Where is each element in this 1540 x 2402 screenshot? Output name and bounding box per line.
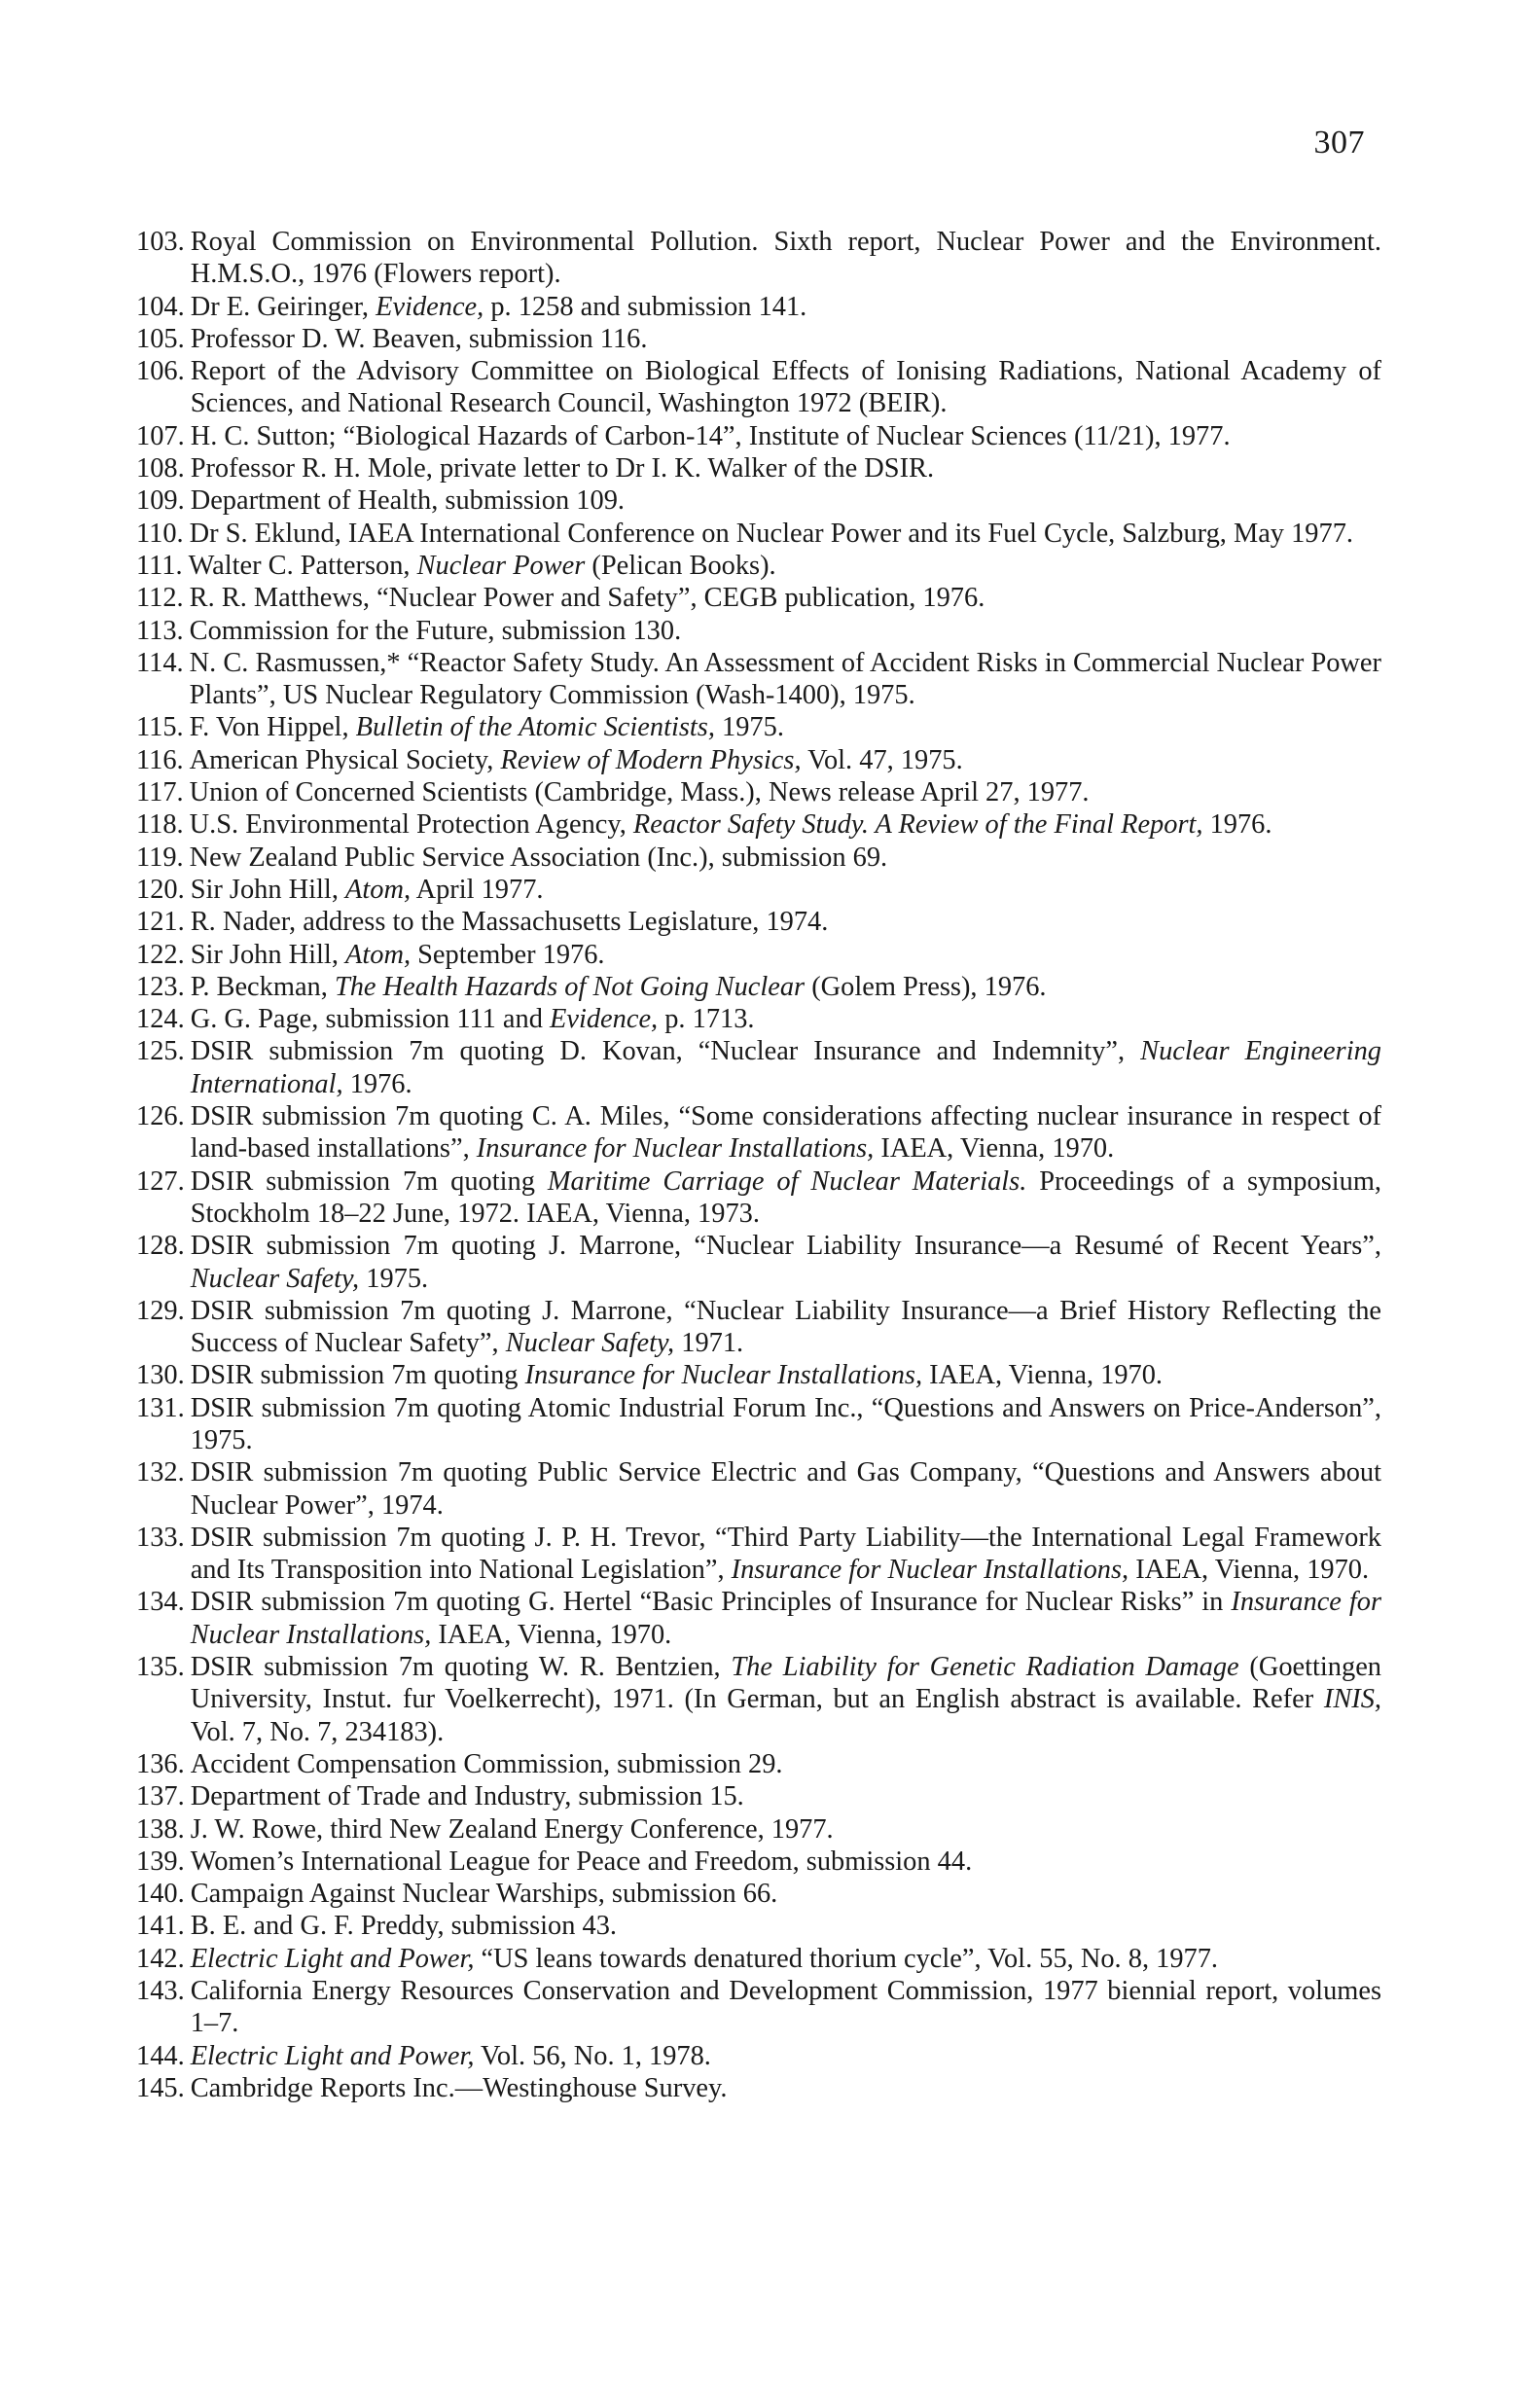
reference-item <box>136 355 1381 420</box>
reference-item <box>136 711 1381 743</box>
reference-text-part: P. Beckman, <box>190 971 335 1002</box>
reference-text-part: U.S. Environmental Protection Agency, <box>189 809 633 841</box>
reference-title-italic: Electric Light and Power, <box>190 1943 475 1974</box>
reference-text <box>191 1586 1381 1651</box>
reference-item <box>136 1846 1381 1878</box>
reference-text-part: 1971. <box>674 1328 744 1359</box>
reference-text <box>191 323 1381 355</box>
reference-item <box>136 1359 1381 1391</box>
reference-text <box>191 1748 1381 1780</box>
reference-title-italic: Nuclear Safety, <box>190 1263 360 1294</box>
reference-text-part: Royal Commission on Environmental Pollution. Sixth report, Nuclear Power and the Environment. H.M.S.O., 1976 (Flowers report). <box>190 227 1381 290</box>
reference-text-part: Vol. 56, No. 1, 1978. <box>474 2040 711 2071</box>
reference-title-italic: Maritime Carriage of Nuclear Materials. <box>547 1165 1027 1197</box>
reference-number: 140. <box>136 1879 185 1910</box>
reference-text <box>190 615 1381 647</box>
reference-text-part: DSIR submission 7m quoting D. Kovan, “Nuclear Insurance and Indemnity”, <box>190 1036 1141 1067</box>
reference-list <box>136 226 1381 2104</box>
reference-number: 128. <box>136 1231 185 1262</box>
reference-item <box>136 1780 1381 1812</box>
reference-text-part: Professor D. W. Beaven, submission 116. <box>190 323 648 354</box>
reference-text-part: New Zealand Public Service Association (Inc.), submission 69. <box>189 842 888 873</box>
reference-number: 114. <box>136 647 184 678</box>
reference-number: 143. <box>136 1976 185 2007</box>
reference-text-part: J. W. Rowe, third New Zealand Energy Conference, 1977. <box>190 1813 834 1845</box>
reference-text <box>191 1943 1381 1975</box>
reference-text <box>191 1165 1381 1231</box>
reference-title-italic: Evidence, <box>550 1004 659 1035</box>
reference-item <box>136 1943 1381 1975</box>
reference-item <box>136 1748 1381 1780</box>
reference-text <box>191 355 1381 420</box>
reference-text-part: 1976. <box>1202 809 1272 841</box>
reference-text-part: Dr S. Eklund, IAEA International Conference on Nuclear Power and its Fuel Cycle, Salzburg, May 1977. <box>189 518 1353 549</box>
reference-text-part: 1975. <box>714 712 784 743</box>
reference-text-part: G. G. Page, submission 111 and <box>190 1004 551 1035</box>
reference-number: 133. <box>136 1522 185 1553</box>
reference-text-part: (Golem Press), 1976. <box>805 971 1047 1002</box>
reference-text-part: Report of the Advisory Committee on Biological Effects of Ionising Radiations, National Academy of Sciences, and National Research Council, Washington 1972 (BEIR). <box>190 356 1381 419</box>
reference-text <box>191 1813 1381 1846</box>
reference-item <box>136 647 1381 712</box>
reference-number: 125. <box>136 1036 185 1067</box>
reference-item <box>136 1651 1381 1748</box>
reference-item <box>136 2072 1381 2104</box>
reference-text <box>191 1359 1381 1391</box>
reference-title-italic: Atom, <box>345 939 412 970</box>
reference-text-part: H. C. Sutton; “Biological Hazards of Carbon-14”, Institute of Nuclear Sciences (11/21), 1977. <box>190 420 1231 451</box>
reference-number: 132. <box>136 1457 185 1488</box>
reference-number: 139. <box>136 1846 185 1877</box>
reference-item <box>136 615 1381 647</box>
reference-text <box>191 1975 1381 2040</box>
reference-text-part: Campaign Against Nuclear Warships, submission 66. <box>190 1879 778 1910</box>
reference-text <box>191 1878 1381 1910</box>
reference-text <box>191 906 1381 938</box>
reference-text-part: IAEA, Vienna, 1970. <box>1128 1555 1370 1586</box>
reference-title-italic: Review of Modern Physics, <box>500 744 802 775</box>
reference-text-part: p. 1713. <box>658 1004 755 1035</box>
reference-number: 127. <box>136 1165 185 1197</box>
reference-text-part: R. R. Matthews, “Nuclear Power and Safety”, CEGB publication, 1976. <box>189 583 985 614</box>
reference-number: 103. <box>136 227 185 257</box>
reference-text-part: Commission for the Future, submission 130. <box>189 615 682 646</box>
reference-number: 144. <box>136 2040 185 2071</box>
reference-title-italic: Reactor Safety Study. A Review of the Final Report, <box>632 809 1203 841</box>
reference-text-part: DSIR submission 7m quoting <box>190 1165 548 1197</box>
reference-text-part: DSIR submission 7m quoting C. A. Miles, “Some considerations affecting nuclear insurance in respect of land-based installations”, <box>190 1101 1381 1165</box>
reference-number: 145. <box>136 2072 185 2103</box>
reference-text-part: DSIR submission 7m quoting Public Service Electric and Gas Company, “Questions and Answers about Nuclear Power”, 1974. <box>190 1457 1381 1521</box>
reference-text <box>190 842 1381 874</box>
reference-number: 119. <box>136 842 184 873</box>
reference-number: 129. <box>136 1295 185 1326</box>
reference-text <box>191 1910 1381 1942</box>
reference-number: 117. <box>136 777 184 808</box>
reference-text-part: Department of Trade and Industry, submission 15. <box>190 1781 744 1812</box>
reference-item <box>136 1878 1381 1910</box>
reference-text-part: DSIR submission 7m quoting <box>190 1360 525 1391</box>
reference-text-part: Women’s International League for Peace and Freedom, submission 44. <box>190 1846 973 1877</box>
reference-text-part: DSIR submission 7m quoting G. Hertel “Basic Principles of Insurance for Nuclear Risks” in <box>190 1587 1232 1618</box>
reference-number: 104. <box>136 291 185 322</box>
reference-text <box>191 1035 1381 1100</box>
reference-text <box>190 711 1381 743</box>
reference-text <box>191 484 1381 517</box>
reference-item <box>136 291 1381 323</box>
reference-text <box>191 2072 1381 2104</box>
reference-item <box>136 484 1381 517</box>
reference-number: 110. <box>136 518 184 549</box>
reference-item <box>136 776 1381 808</box>
reference-number: 130. <box>136 1360 185 1391</box>
reference-text-part: DSIR submission 7m quoting W. R. Bentzien, <box>190 1652 732 1683</box>
reference-item <box>136 518 1381 550</box>
reference-text <box>191 1295 1381 1360</box>
reference-text <box>191 971 1381 1003</box>
reference-item <box>136 1295 1381 1360</box>
reference-number: 131. <box>136 1392 185 1423</box>
reference-number: 113. <box>136 615 184 646</box>
reference-number: 122. <box>136 939 185 970</box>
reference-text-part: Union of Concerned Scientists (Cambridge, Mass.), News release April 27, 1977. <box>189 777 1090 808</box>
reference-item <box>136 1165 1381 1231</box>
reference-number: 138. <box>136 1813 185 1845</box>
reference-text-part: N. C. Rasmussen,* “Reactor Safety Study. An Assessment of Accident Risks in Commercial Nuclear Power Plants”, US Nuclear Regulatory Commission (Wash-1400), 1975. <box>189 647 1381 711</box>
reference-item <box>136 971 1381 1003</box>
reference-number: 126. <box>136 1101 185 1132</box>
reference-text <box>191 1230 1381 1295</box>
reference-title-italic: Atom, <box>345 874 412 905</box>
reference-item <box>136 1456 1381 1522</box>
reference-text-part: Cambridge Reports Inc.—Westinghouse Survey. <box>190 2072 728 2103</box>
reference-text <box>191 1456 1381 1522</box>
reference-item <box>136 1522 1381 1587</box>
reference-item <box>136 582 1381 614</box>
page-number: 307 <box>1313 125 1365 161</box>
reference-title-italic: The Health Hazards of Not Going Nuclear <box>334 971 806 1002</box>
reference-text <box>191 1846 1381 1878</box>
reference-item <box>136 808 1381 841</box>
reference-text <box>190 518 1381 550</box>
reference-text-part: Dr E. Geiringer, <box>190 291 376 322</box>
reference-text-part: Professor R. H. Mole, private letter to Dr I. K. Walker of the DSIR. <box>190 453 935 484</box>
reference-item <box>136 452 1381 484</box>
reference-text-part: Accident Compensation Commission, submission 29. <box>190 1748 783 1779</box>
reference-title-italic: Insurance for Nuclear Installations, <box>476 1133 875 1165</box>
reference-item <box>136 939 1381 971</box>
reference-item <box>136 906 1381 938</box>
reference-text-part: DSIR submission 7m quoting Atomic Industrial Forum Inc., “Questions and Answers on Price-Anderson”, 1975. <box>190 1392 1381 1455</box>
reference-text <box>191 226 1381 291</box>
reference-text-part: California Energy Resources Conservation and Development Commission, 1977 biennial report, volumes 1–7. <box>190 1976 1381 2039</box>
reference-number: 118. <box>136 809 184 841</box>
reference-item <box>136 420 1381 452</box>
reference-text <box>191 1780 1381 1812</box>
reference-item <box>136 1100 1381 1165</box>
reference-number: 111. <box>136 550 183 581</box>
reference-text-part: DSIR submission 7m quoting J. Marrone, “Nuclear Liability Insurance—a Resumé of Recent Years”, <box>190 1231 1381 1262</box>
reference-item <box>136 550 1381 582</box>
reference-number: 135. <box>136 1652 185 1683</box>
reference-text-part: DSIR submission 7m quoting J. Marrone, “Nuclear Liability Insurance—a Brief History Reflecting the Success of Nuclear Safety”, <box>190 1295 1381 1359</box>
reference-title-italic: Insurance for Nuclear Installations, <box>731 1555 1129 1586</box>
reference-item <box>136 874 1381 906</box>
reference-text-part: April 1977. <box>411 874 544 905</box>
reference-text-part: p. 1258 and submission 141. <box>483 291 807 322</box>
reference-text-part: IAEA, Vienna, 1970. <box>874 1133 1115 1165</box>
reference-item <box>136 744 1381 776</box>
reference-item <box>136 1586 1381 1651</box>
reference-number: 116. <box>136 744 184 775</box>
reference-item <box>136 1813 1381 1846</box>
reference-number: 134. <box>136 1587 185 1618</box>
reference-item <box>136 1035 1381 1100</box>
reference-title-italic: Insurance for Nuclear Installations, <box>524 1360 923 1391</box>
reference-text-part: R. Nader, address to the Massachusetts Legislature, 1974. <box>190 907 829 938</box>
reference-text <box>191 874 1381 906</box>
reference-number: 115. <box>136 712 184 743</box>
reference-text-part: B. E. and G. F. Preddy, submission 43. <box>190 1911 618 1942</box>
reference-item <box>136 2040 1381 2072</box>
reference-text <box>190 582 1381 614</box>
reference-number: 106. <box>136 356 185 387</box>
reference-item <box>136 1230 1381 1295</box>
reference-text <box>191 2040 1381 2072</box>
reference-text <box>191 291 1381 323</box>
reference-number: 105. <box>136 323 185 354</box>
reference-title-italic: Evidence, <box>376 291 484 322</box>
reference-text-part: Sir John Hill, <box>190 874 346 905</box>
reference-text <box>190 776 1381 808</box>
reference-number: 136. <box>136 1748 185 1779</box>
reference-text-part: Sir John Hill, <box>190 939 346 970</box>
reference-item <box>136 1392 1381 1457</box>
reference-text <box>191 1522 1381 1587</box>
reference-text-part: F. Von Hippel, <box>189 712 356 743</box>
reference-text <box>191 1100 1381 1165</box>
reference-text <box>191 939 1381 971</box>
reference-text-part: IAEA, Vienna, 1970. <box>922 1360 1164 1391</box>
reference-title-italic: INIS, <box>1323 1684 1381 1715</box>
reference-text-part: (Pelican Books). <box>585 550 776 581</box>
reference-title-italic: Electric Light and Power, <box>190 2040 475 2071</box>
reference-text <box>191 420 1381 452</box>
reference-item <box>136 1910 1381 1942</box>
reference-title-italic: Nuclear Safety, <box>505 1328 675 1359</box>
reference-number: 142. <box>136 1943 185 1974</box>
reference-text <box>190 647 1381 712</box>
reference-text-part: (Goettingen University, Instut. fur Voelkerrecht), 1971. (In German, but an English abstract is available. Refer <box>190 1652 1381 1715</box>
reference-text-part: Department of Health, submission 109. <box>190 485 625 517</box>
reference-title-italic: Nuclear Power <box>416 550 586 581</box>
reference-text <box>190 744 1381 776</box>
reference-text-part: Proceedings of a symposium, Stockholm 18–22 June, 1972. IAEA, Vienna, 1973. <box>190 1165 1382 1229</box>
reference-item <box>136 1003 1381 1035</box>
reference-text-part: 1976. <box>342 1068 412 1099</box>
reference-text-part: September 1976. <box>411 939 605 970</box>
reference-title-italic: Nuclear Engineering International, <box>190 1036 1381 1099</box>
reference-number: 123. <box>136 971 185 1002</box>
reference-number: 107. <box>136 420 185 451</box>
reference-number: 108. <box>136 453 185 484</box>
reference-text-part: IAEA, Vienna, 1970. <box>431 1619 672 1650</box>
reference-text-part: Vol. 47, 1975. <box>801 744 963 775</box>
reference-text-part: DSIR submission 7m quoting J. P. H. Trevor, “Third Party Liability—the International Legal Framework and Its Transposition into National Legislation”, <box>190 1522 1381 1586</box>
reference-text <box>191 1392 1381 1457</box>
reference-text-part: “US leans towards denatured thorium cycle”, Vol. 55, No. 8, 1977. <box>474 1943 1219 1974</box>
reference-number: 141. <box>136 1911 185 1942</box>
reference-text-part: 1975. <box>359 1263 429 1294</box>
reference-text <box>191 1003 1381 1035</box>
reference-number: 109. <box>136 485 185 517</box>
reference-title-italic: Bulletin of the Atomic Scientists, <box>355 712 715 743</box>
reference-item <box>136 842 1381 874</box>
reference-text <box>191 1651 1381 1748</box>
reference-number: 120. <box>136 874 185 905</box>
reference-text <box>191 452 1381 484</box>
reference-text <box>190 808 1381 841</box>
reference-text <box>189 550 1381 582</box>
reference-text-part: Vol. 7, No. 7, 234183). <box>190 1716 445 1747</box>
reference-item <box>136 323 1381 355</box>
reference-number: 121. <box>136 907 185 938</box>
reference-title-italic: The Liability for Genetic Radiation Damage <box>731 1652 1239 1683</box>
reference-text-part: Walter C. Patterson, <box>188 550 417 581</box>
reference-number: 124. <box>136 1004 185 1035</box>
reference-text-part: American Physical Society, <box>189 744 501 775</box>
reference-number: 112. <box>136 583 184 614</box>
reference-number: 137. <box>136 1781 185 1812</box>
reference-item <box>136 1975 1381 2040</box>
reference-item <box>136 226 1381 291</box>
reference-title-italic: Insurance for Nuclear Installations, <box>190 1587 1382 1650</box>
